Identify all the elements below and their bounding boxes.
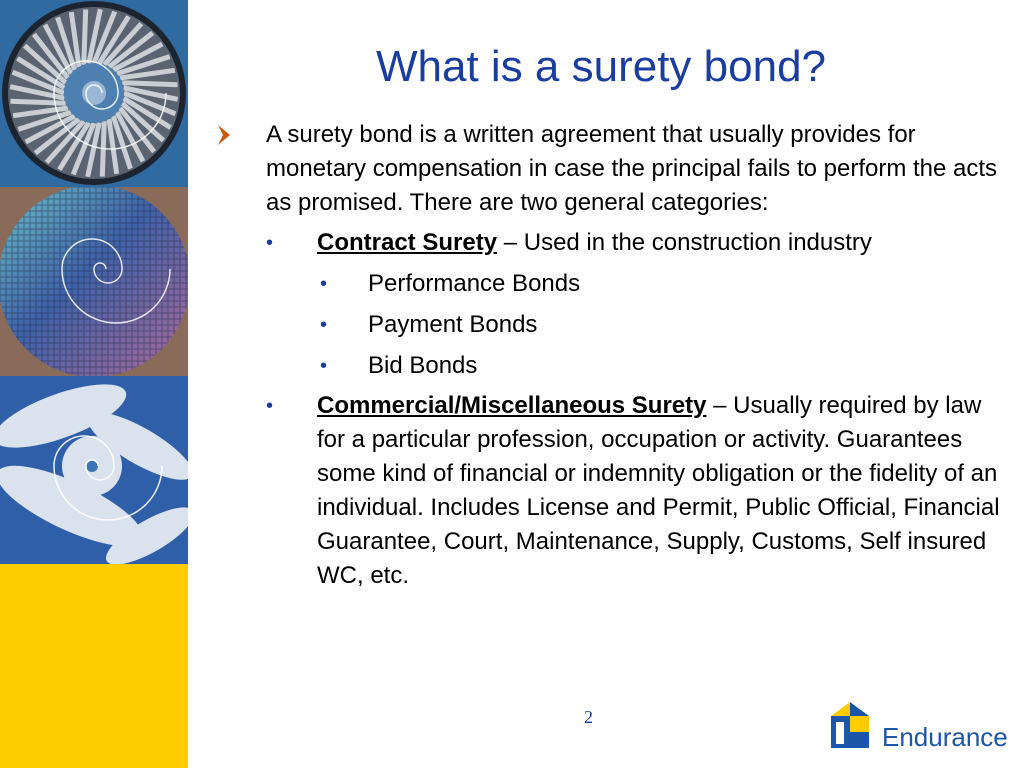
contract-type-item (214, 267, 1004, 301)
hurricane-image (0, 376, 188, 564)
yellow-panel (0, 564, 188, 768)
contract-surety-description: – Used in the construction industry (497, 229, 872, 256)
wafer-image (0, 187, 188, 376)
commercial-surety-term: Commercial/Miscellaneous Surety (317, 392, 707, 419)
contract-surety-item (214, 226, 1004, 260)
arrow-bullet-icon (214, 124, 234, 146)
bullet-dot: • (320, 314, 328, 336)
decorative-sidebar (0, 0, 188, 768)
slide-title: What is a surety bond? (376, 42, 827, 91)
endurance-logo (828, 700, 1008, 756)
intro-text: A surety bond is a written agreement that usually provides for monetary compensation in case the principal fails to perform the acts as promised. There are two general categories: (266, 121, 998, 216)
turbine-image (0, 0, 188, 187)
contract-surety-term: Contract Surety (317, 229, 498, 256)
contract-type-label: Performance Bonds (368, 270, 581, 297)
endurance-logo-icon (828, 700, 874, 750)
contract-type-label: Bid Bonds (368, 352, 478, 379)
contract-type-item (214, 349, 1004, 383)
contract-type-label: Payment Bonds (368, 311, 538, 338)
bullet-dot: • (320, 273, 328, 295)
bullet-dot: • (320, 355, 328, 377)
bullet-dot: • (266, 395, 274, 417)
contract-type-item (214, 308, 1004, 342)
page-number: 2 (584, 707, 593, 727)
commercial-surety-item (214, 389, 1004, 593)
intro-bullet (214, 118, 1004, 220)
slide-body (214, 118, 1004, 593)
logo-text: Endurance (882, 722, 1008, 752)
bullet-dot: • (266, 232, 274, 254)
commercial-surety-description: – Usually required by law for a particular profession, occupation or activity. Guarantees some kind of financial or indemnity obligation or the fidelity of an individual. Includes License and Permit, Public Official, Financial Guarantee, Court, Maintenance, Supply, Customs, Self insured WC, etc. (317, 392, 1000, 589)
